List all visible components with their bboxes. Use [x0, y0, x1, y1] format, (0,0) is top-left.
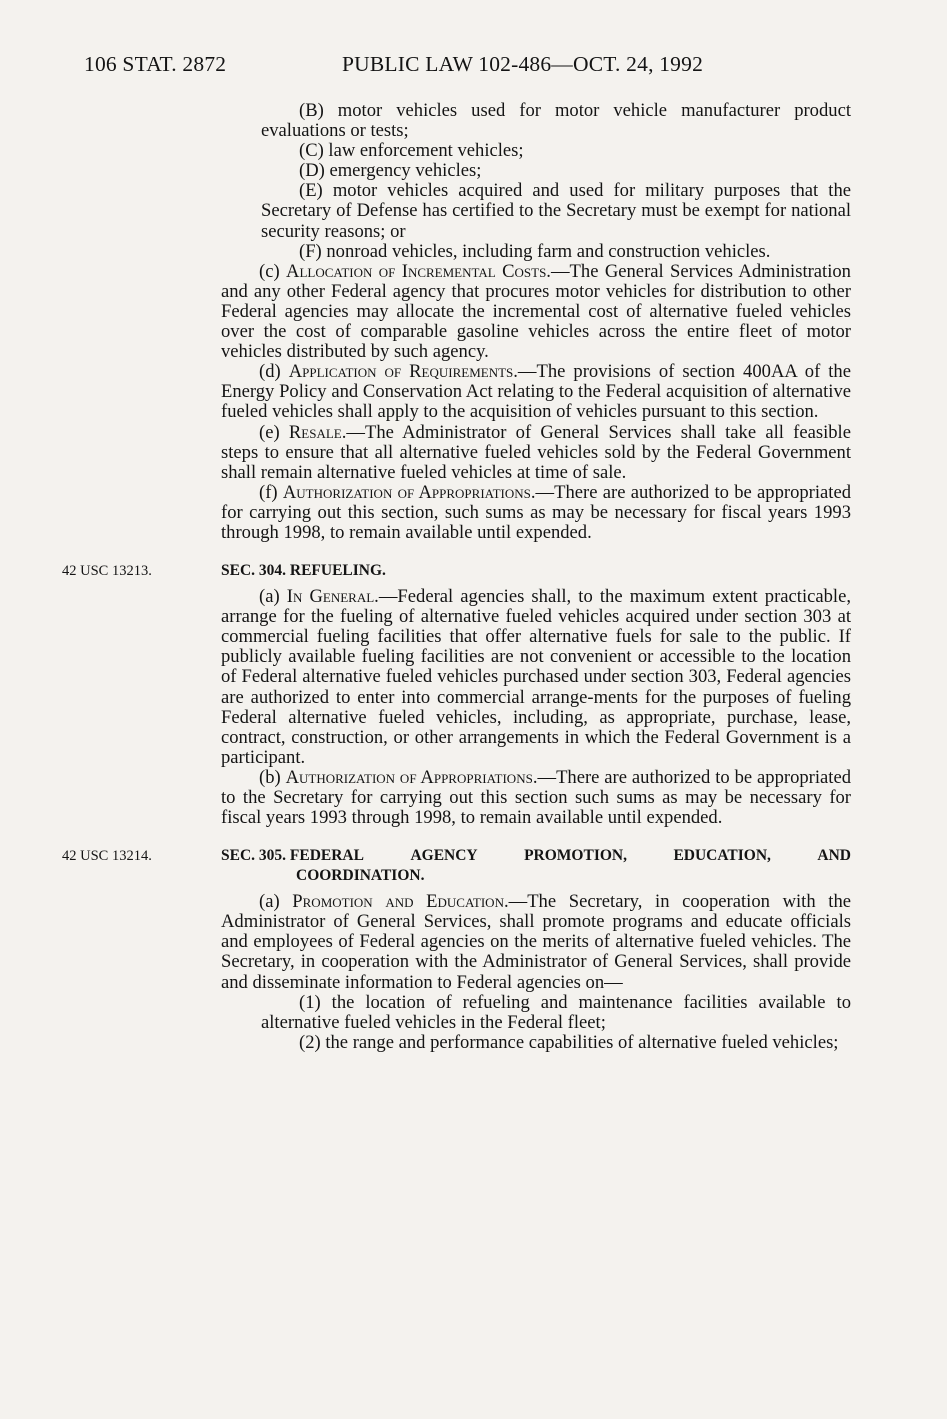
subsection-a-promotion: (a) Promotion and Education.—The Secretary, in cooperation with the Administrator of General Services, shall promote programs and educate officials and employees of Federal agencies on the merits of alternative fueled vehicles. The Secretary, in cooperation with the Administrator of General Services, shall provide and disseminate information to Federal agencies on— — [221, 891, 851, 993]
list-item: (C) law enforcement vehicles; — [299, 140, 524, 162]
list-item: (D) emergency vehicles; — [299, 160, 482, 182]
list-item: (B) motor vehicles used for motor vehicle manufacturer product evaluations or tests; — [261, 100, 851, 142]
section-304-heading: 42 USC 13213. SEC. 304. REFUELING. — [62, 562, 386, 580]
subsection-heading: Authorization of Appropriations. — [282, 481, 536, 503]
subsection-f-appropriations: (f) Authorization of Appropriations.—There are authorized to be appropriated for carrying out this section, such sums as may be necessary for fiscal years 1993 through 1998, to remain available until expended. — [221, 481, 852, 543]
list-item: (E) motor vehicles acquired and used for military purposes that the Secretary of Defense has certified to the Secretary must be exempt for national security reasons; or — [261, 180, 851, 242]
subsection-c-allocation: (c) Allocation of Incremental Costs.—The General Services Administration and any other Federal agency that procures motor vehicles for distribution to other Federal agencies may allocate the incremental cost of alternative fueled vehicles over the cost of comparable gasoline vehicles across the entire fleet of motor vehicles distributed by such agency. — [221, 260, 851, 363]
subsection-d-application: (d) Application of Requirements.—The provisions of section 400AA of the Energy Policy and Conservation Act relating to the Federal acquisition of alternative fueled vehicles shall apply to the acquisition of vehicles pursuant to this section. — [221, 361, 851, 423]
subsection-heading: Resale. — [288, 421, 347, 443]
section-305-heading: 42 USC 13214. SEC. 305. FEDERAL AGENCY PROMOTION, EDUCATION, AND COORDINATION. — [62, 847, 851, 885]
usc-margin-note: 42 USC 13213. — [62, 563, 152, 580]
subsection-heading: Authorization of Appropriations. — [285, 766, 538, 788]
list-item: (1) the location of refueling and maintenance facilities available to alternative fueled vehicles in the Federal fleet; — [261, 991, 851, 1033]
subsection-heading: Promotion and Education. — [292, 891, 509, 913]
subsection-heading: In General. — [286, 586, 379, 608]
subsection-a-in-general: (a) In General.—Federal agencies shall, to the maximum extent practicable, arrange for the fueling of alternative fueled vehicles acquired under section 303 at commercial fueling facilities that offer alternative fuels for sale to the public. If publicly available fueling facilities are not convenient or accessible to the location of Federal alternative fueled vehicles purchased under section 303, Federal agencies are authorized to enter into commercial arrange-ments for the purposes of fueling Federal alternative fueled vehicles, including, as appropriate, purchase, lease, contract, construction, or other arrangements in which the Federal Government is a participant. — [221, 586, 851, 768]
subsection-e-resale: (e) Resale.—The Administrator of General Services shall take all feasible steps to ensure that all alternative fueled vehicles sold by the Federal Government shall remain alternative fueled vehicles at time of sale. — [221, 421, 851, 483]
list-item: (F) nonroad vehicles, including farm and construction vehicles. — [299, 240, 771, 262]
statute-page-reference: 106 STAT. 2872 — [84, 52, 227, 76]
usc-margin-note: 42 USC 13214. — [62, 848, 152, 865]
list-item: (2) the range and performance capabilities of alternative fueled vehicles; — [299, 1031, 839, 1053]
subsection-heading: Application of Requirements. — [288, 361, 518, 383]
public-law-reference: PUBLIC LAW 102-486—OCT. 24, 1992 — [342, 52, 704, 76]
body-text — [62, 100, 852, 1053]
subsection-heading: Allocation of Incremental Costs. — [286, 260, 551, 282]
subsection-b-appropriations: (b) Authorization of Appropriations.—There are authorized to be appropriated to the Secretary for carrying out this section such sums as may be necessary for fiscal years 1993 through 1998, to remain available until expended. — [221, 766, 851, 829]
